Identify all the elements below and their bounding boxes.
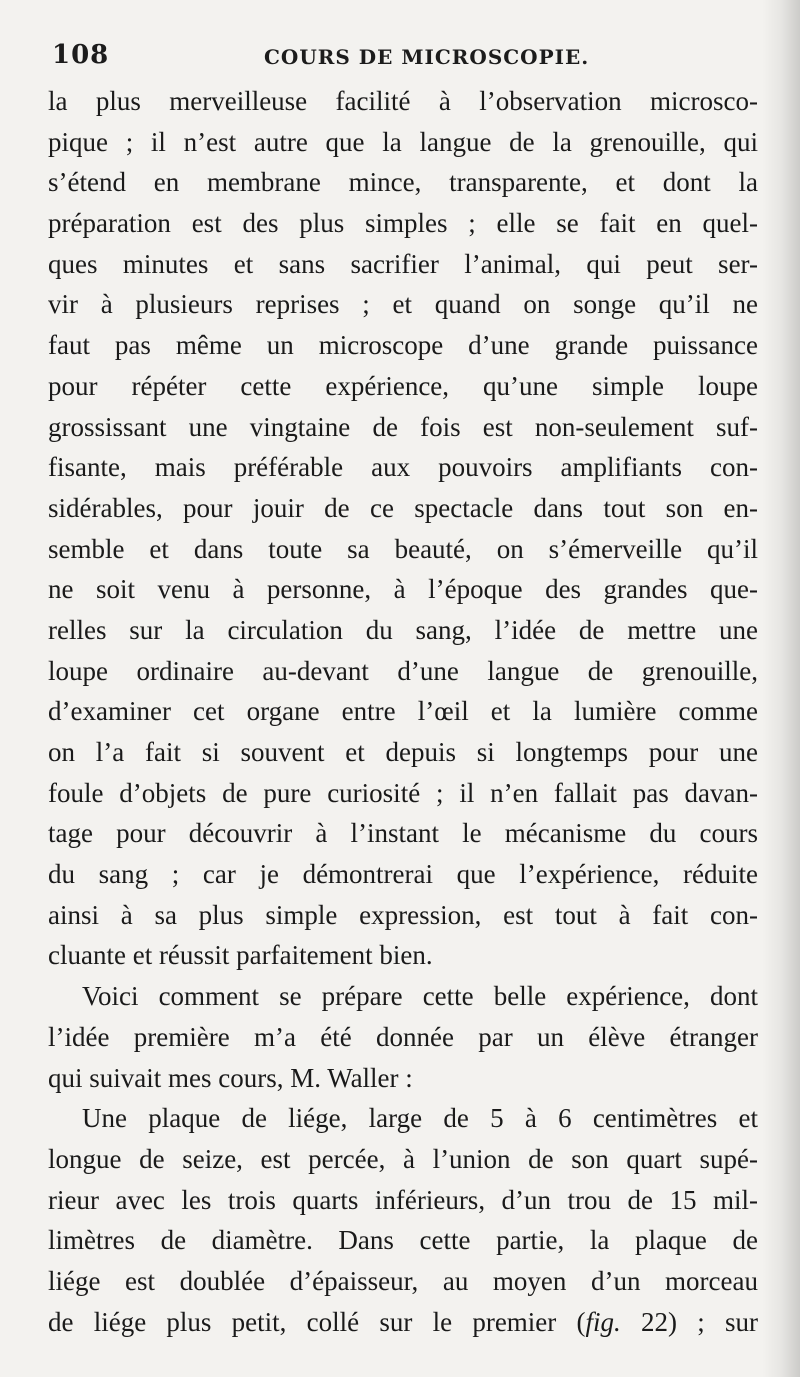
text-line: fisante, mais préférable aux pouvoirs amplifiants con- (48, 452, 758, 483)
text-line: loupe ordinaire au-devant d’une langue de grenouille, (48, 655, 758, 686)
text-line: semble et dans toute sa beauté, on s’émerveille qu’il (48, 533, 758, 564)
figure-abbreviation: fig. (585, 1306, 621, 1337)
text-line: tage pour découvrir à l’instant le mécanisme du cours (48, 818, 758, 849)
text-line: liége est doublée d’épaisseur, au moyen d’un morceau (48, 1265, 758, 1296)
text-line: ainsi à sa plus simple expression, est tout à fait con- (48, 899, 758, 930)
text-line: limètres de diamètre. Dans cette partie, la plaque de (48, 1225, 758, 1256)
text-line: faut pas même un microscope d’une grande puissance (48, 330, 758, 361)
text-line: la plus merveilleuse facilité à l’observation microsco- (48, 86, 758, 116)
text-line: on l’a fait si souvent et depuis si longtemps pour une (48, 737, 758, 767)
page-number: 108 (52, 40, 110, 70)
text-line: grossissant une vingtaine de fois est non-seulement suf- (48, 411, 758, 442)
text-line: ques minutes et sans sacrifier l’animal, qui peut ser- (48, 248, 758, 279)
text-line: longue de seize, est percée, à l’union de son quart supé- (48, 1143, 758, 1174)
text-line: pour répéter cette expérience, qu’une simple loupe (48, 370, 758, 401)
text-segment: 22) ; sur (620, 1306, 758, 1337)
body-text (48, 81, 758, 1342)
running-head (52, 40, 752, 76)
text-line: ne soit venu à personne, à l’époque des grandes que- (48, 574, 758, 605)
text-line: préparation est des plus simples ; elle se fait en quel- (48, 208, 758, 239)
text-line: pique ; il n’est autre que la langue de la grenouille, qui (48, 126, 758, 157)
text-line: relles sur la circulation du sang, l’idée de mettre une (48, 614, 758, 645)
text-line: sidérables, pour jouir de ce spectacle dans tout son en- (48, 492, 758, 523)
text-line: l’idée première m’a été donnée par un élève étranger (48, 1021, 758, 1052)
text-line: du sang ; car je démontrerai que l’expérience, réduite (48, 859, 758, 890)
text-segment: de liége plus petit, collé sur le premier ( (48, 1306, 586, 1337)
text-line: foule d’objets de pure curiosité ; il n’en fallait pas davan- (48, 777, 758, 808)
running-title: COURS DE MICROSCOPIE. (264, 45, 590, 69)
paragraph-end-line: qui suivait mes cours, M. Waller : (48, 1062, 413, 1093)
paragraph-start-line: Voici comment se prépare cette belle expérience, dont (82, 981, 758, 1012)
text-line: d’examiner cet organe entre l’œil et la lumière comme (48, 696, 758, 727)
text-line: vir à plusieurs reprises ; et quand on songe qu’il ne (48, 289, 758, 320)
paragraph-end-line: cluante et réussit parfaitement bien. (48, 940, 433, 971)
paragraph-start-line: Une plaque de liége, large de 5 à 6 centimètres et (82, 1103, 758, 1134)
text-line: rieur avec les trois quarts inférieurs, d’un trou de 15 mil- (48, 1184, 758, 1215)
page-gutter-shadow (762, 0, 800, 1377)
text-line-figure-reference (48, 1302, 758, 1343)
text-line: s’étend en membrane mince, transparente, et dont la (48, 167, 758, 198)
